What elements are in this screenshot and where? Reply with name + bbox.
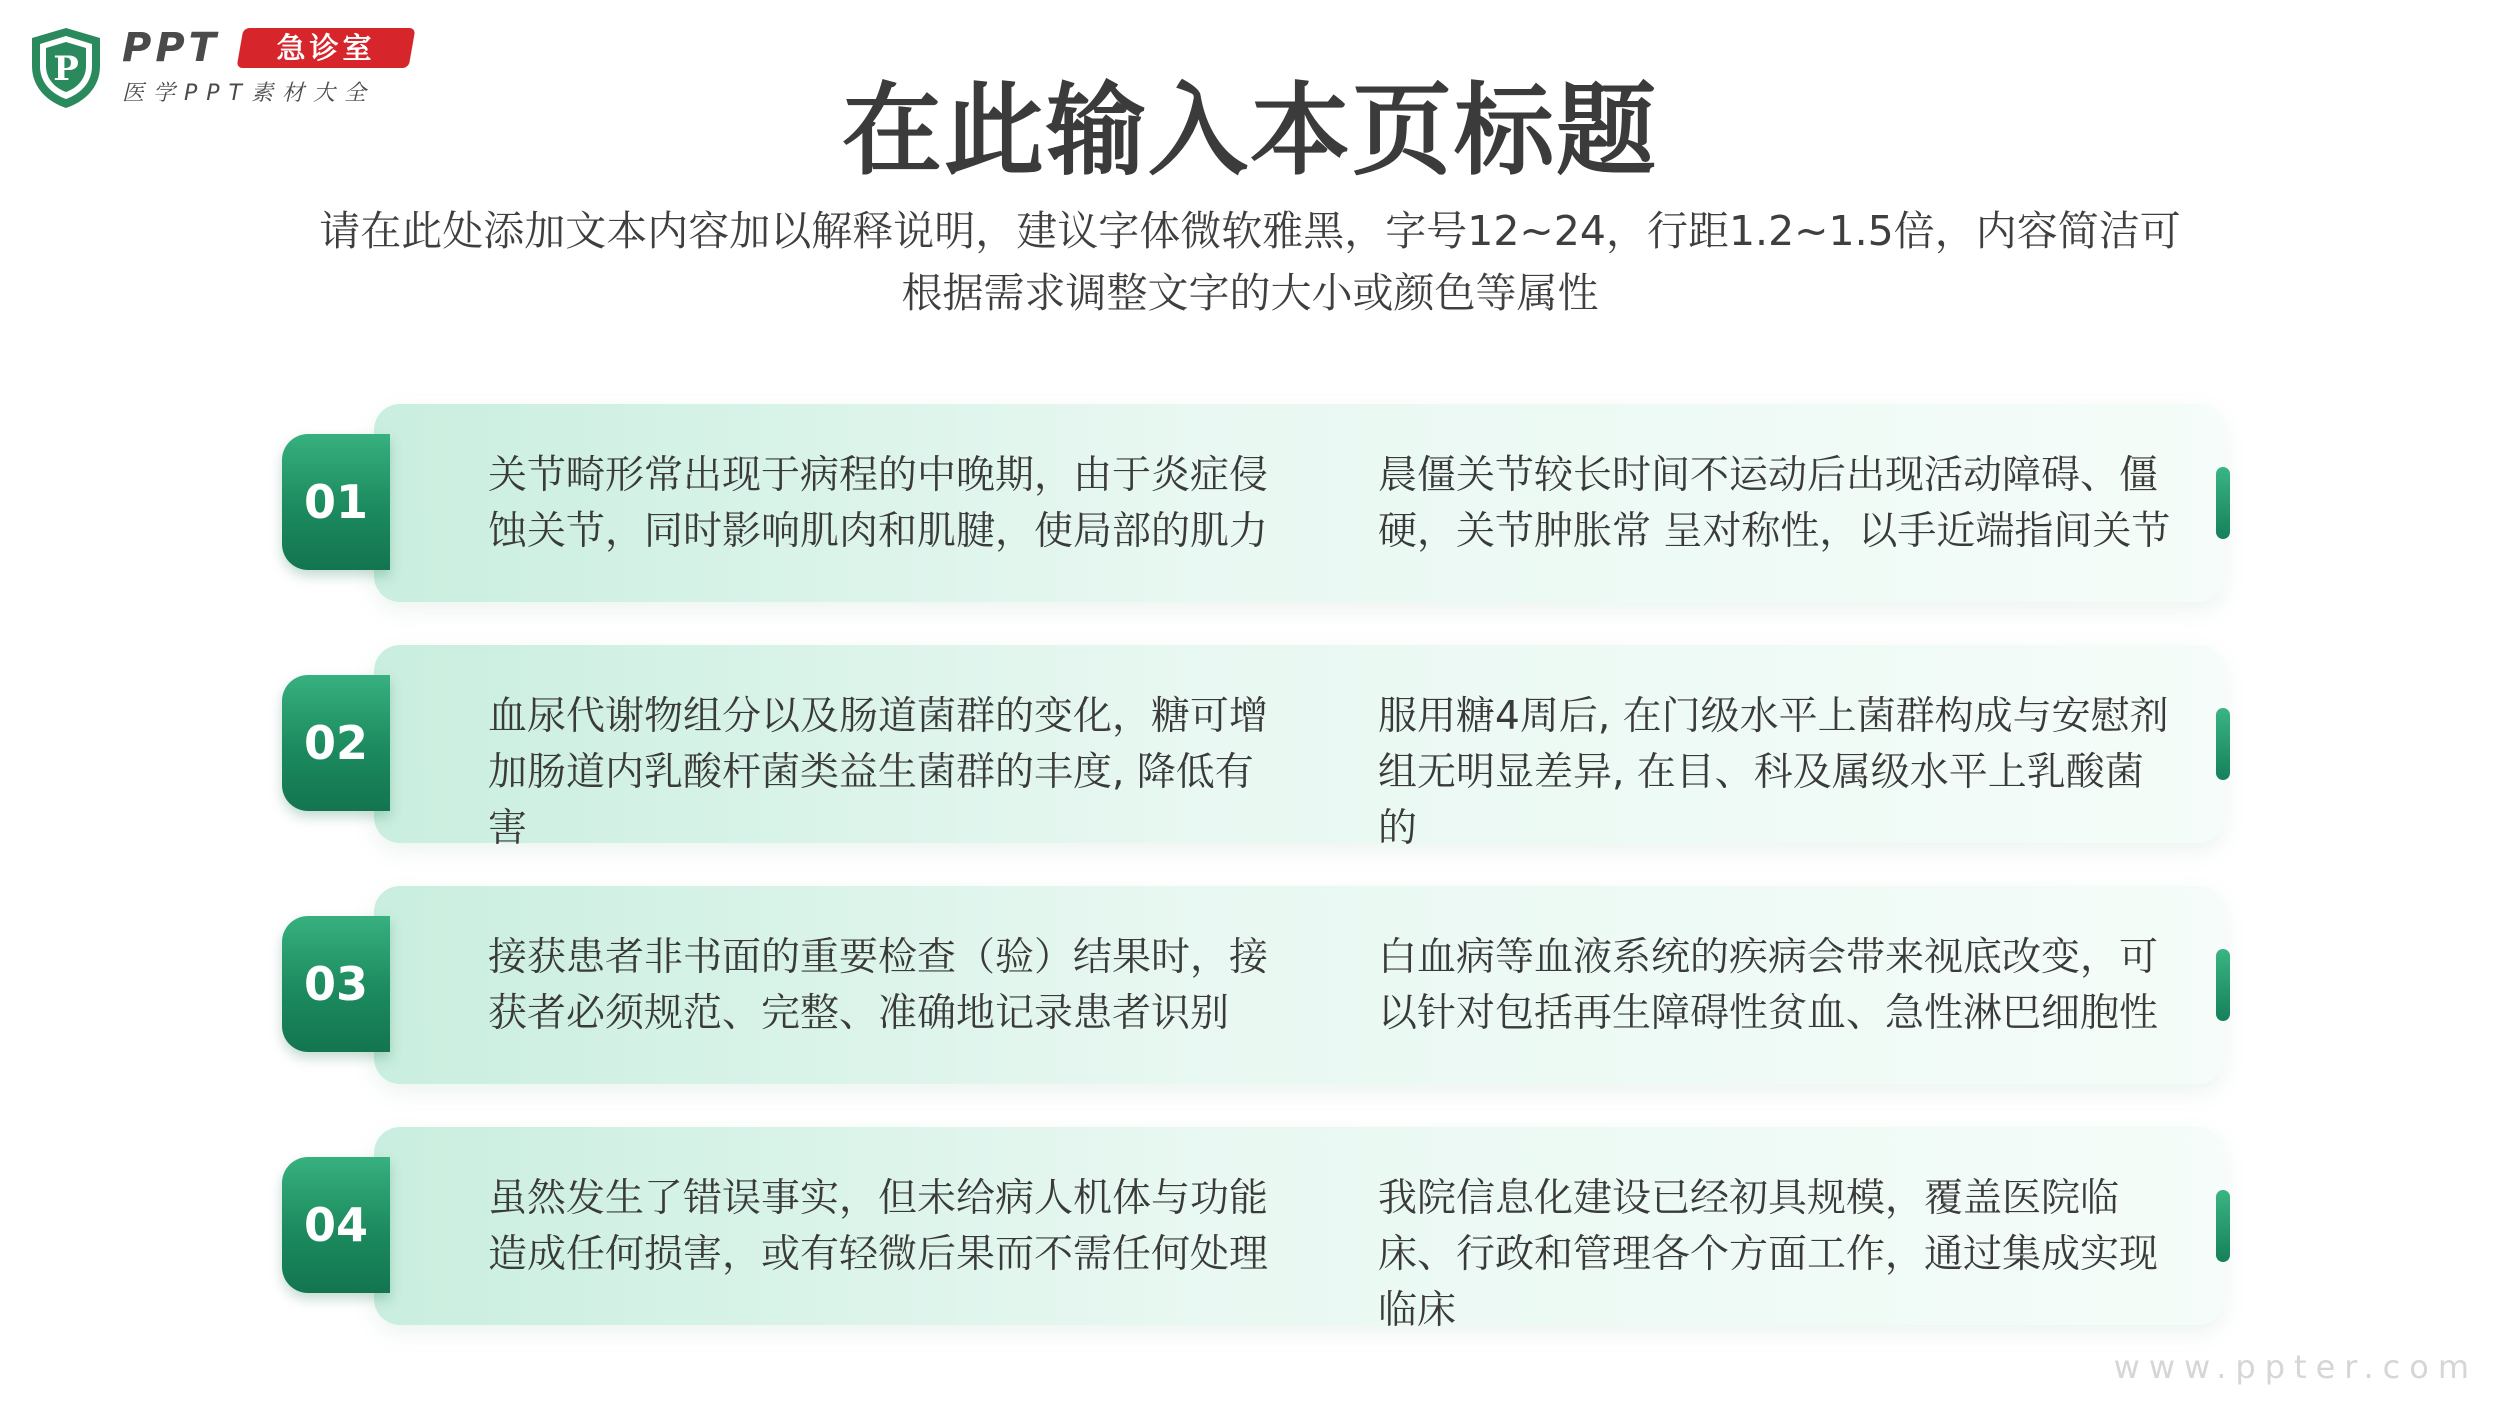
row-marker	[2216, 467, 2230, 539]
logo-letter: P	[53, 49, 79, 89]
row-left-text: 关节畸形常出现于病程的中晚期，由于炎症侵蚀关节，同时影响肌肉和肌腱，使局部的肌力	[488, 453, 1269, 554]
row-marker	[2216, 1190, 2230, 1262]
logo-badge	[236, 28, 415, 68]
page-subtitle: 请在此处添加文本内容加以解释说明，建议字体微软雅黑，字号12~24，行距1.2~1.5倍，内容简洁可根据需求调整文字的大小或颜色等属性	[319, 207, 2181, 317]
row-left-text: 血尿代谢物组分以及肠道菌群的变化，糖可增加肠道内乳酸杆菌类益生菌群的丰度, 降低有害	[488, 694, 1269, 851]
content-row-04	[282, 1127, 2230, 1333]
content-row-01	[282, 404, 2230, 602]
row-number: 02	[303, 716, 368, 770]
row-number: 01	[303, 475, 368, 529]
row-marker	[2216, 708, 2230, 780]
row-marker	[2216, 949, 2230, 1021]
row-number: 03	[303, 957, 368, 1011]
content-row-02	[282, 645, 2230, 851]
row-right-text: 晨僵关节较长时间不运动后出现活动障碍、僵硬，关节肿胀常 呈对称性，以手近端指间关节	[1378, 453, 2171, 554]
row-right-text: 服用糖4周后, 在门级水平上菌群构成与安慰剂组无明显差异, 在目、科及属级水平上乳酸菌的	[1378, 694, 2169, 851]
row-left-text: 接获患者非书面的重要检查（验）结果时，接获者必须规范、完整、准确地记录患者识别	[488, 935, 1269, 1036]
logo-badge-text: 急诊室	[276, 31, 376, 65]
watermark: www.ppter.com	[2113, 1348, 2478, 1386]
logo-brand-text: PPT	[122, 25, 220, 71]
row-left-text: 虽然发生了错误事实，但未给病人机体与功能造成任何损害，或有轻微后果而不需任何处理	[488, 1176, 1269, 1277]
content-row-03	[282, 886, 2230, 1084]
logo-tagline: 医学PPT素材大全	[122, 81, 375, 106]
row-number: 04	[303, 1198, 368, 1252]
row-right-text: 白血病等血液系统的疾病会带来视底改变，可以针对包括再生障碍性贫血、急性淋巴细胞性	[1378, 935, 2159, 1036]
row-right-text: 我院信息化建设已经初具规模，覆盖医院临床、行政和管理各个方面工作，通过集成实现临床	[1378, 1176, 2159, 1333]
page-title: 在此输入本页标题	[842, 72, 1658, 189]
